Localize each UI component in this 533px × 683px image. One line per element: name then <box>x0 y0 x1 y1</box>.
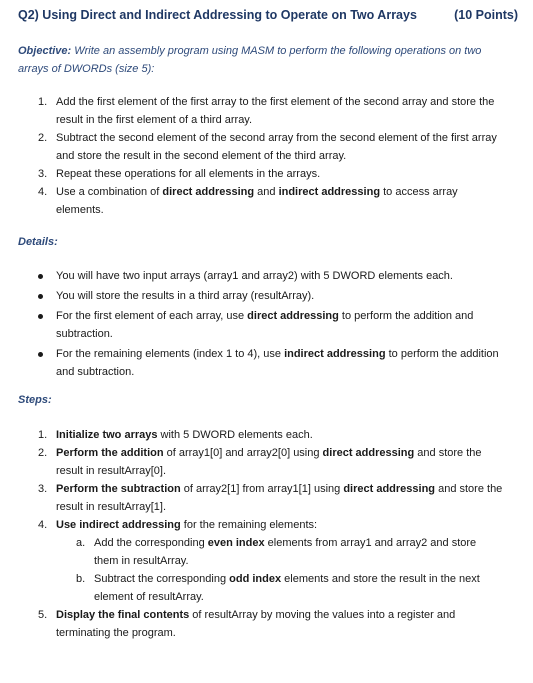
question-title: Q2) Using Direct and Indirect Addressing to Operate on Two Arrays <box>18 8 417 22</box>
list-number: 1. <box>38 96 48 108</box>
bullet-icon <box>38 274 43 279</box>
sub-list-letter: b. <box>76 573 86 585</box>
bold-text: direct addressing <box>322 447 415 459</box>
text-run: with 5 DWORD elements each. <box>157 429 313 441</box>
text-run: to perform the addition and subtraction. <box>56 310 474 340</box>
detail-item-text <box>56 290 314 302</box>
task-item <box>38 183 503 219</box>
text-run: Use a combination of <box>56 186 163 198</box>
list-item-text <box>56 168 320 180</box>
list-number: 3. <box>38 483 48 495</box>
bold-text: indirect addressing <box>284 348 386 360</box>
text-run: of array2[1] from array1[1] using <box>180 483 344 495</box>
detail-item <box>38 287 503 305</box>
list-number: 4. <box>38 519 48 531</box>
text-run: elements and store the result in the next element of resultArray. <box>94 573 480 603</box>
bold-text: even index <box>207 537 265 549</box>
detail-item-text <box>56 310 473 340</box>
text-run: for the remaining elements: <box>180 519 318 531</box>
step-item <box>38 444 503 480</box>
text-run: of array1[0] and array2[0] using <box>163 447 323 459</box>
sub-list-item <box>76 534 503 570</box>
bold-text: direct addressing <box>247 310 339 322</box>
detail-item <box>38 267 503 285</box>
step-item <box>38 516 503 606</box>
detail-item <box>38 345 503 381</box>
list-item-text <box>56 186 458 216</box>
bold-text: Perform the subtraction <box>56 483 181 495</box>
text-run: You will have two input arrays (array1 and array2) with 5 DWORD elements each. <box>56 270 453 282</box>
text-run: You will store the results in a third array (resultArray). <box>56 290 315 302</box>
objective-paragraph <box>18 42 503 78</box>
text-run: and store the result in resultArray[0]. <box>56 447 482 477</box>
list-number: 2. <box>38 447 48 459</box>
list-item-text <box>56 483 502 513</box>
step-item <box>38 426 503 444</box>
list-number: 4. <box>38 186 48 198</box>
text-run: For the remaining elements (index 1 to 4), use <box>56 348 285 360</box>
task-list <box>38 93 503 219</box>
text-run: to perform the addition and subtraction. <box>56 348 499 378</box>
objective-text: Write an assembly program using MASM to perform the following operations on two arrays of DWORDs (size 5): <box>18 45 482 75</box>
list-item-text <box>56 96 494 126</box>
text-run: Repeat these operations for all elements in the arrays. <box>56 168 321 180</box>
bold-text: direct addressing <box>343 483 436 495</box>
bullet-icon <box>38 352 43 357</box>
step-item <box>38 606 503 642</box>
text-run: Add the first element of the first array to the first element of the second array and store the result in the first element of a third array. <box>56 96 495 126</box>
steps-list <box>38 426 503 642</box>
text-run: elements from array1 and array2 and store them in resultArray. <box>94 537 477 567</box>
task-item <box>38 93 503 129</box>
objective-label: Objective: <box>18 45 72 57</box>
list-item-text <box>56 519 317 531</box>
list-number: 1. <box>38 429 48 441</box>
sub-list-letter: a. <box>76 537 86 549</box>
text-run: Add the corresponding <box>94 537 208 549</box>
bold-text: direct addressing <box>162 186 255 198</box>
bold-text: odd index <box>229 573 282 585</box>
text-run: and <box>254 186 279 198</box>
bold-text: Perform the addition <box>56 447 164 459</box>
list-number: 2. <box>38 132 48 144</box>
bold-text: indirect addressing <box>278 186 381 198</box>
question-heading <box>18 6 518 24</box>
list-item-text <box>56 429 313 441</box>
task-item <box>38 165 503 183</box>
list-item-text <box>56 609 455 639</box>
bold-text: Use indirect addressing <box>56 519 181 531</box>
text-run: of resultArray by moving the values into a register and terminating the program. <box>56 609 456 639</box>
sub-list-item-text <box>94 537 476 567</box>
text-run: Subtract the second element of the second array from the second element of the first array and store the result in the second element of the third array. <box>56 132 497 162</box>
text-run: to access array elements. <box>56 186 458 216</box>
steps-label: Steps: <box>18 394 52 406</box>
bullet-icon <box>38 314 43 319</box>
question-points: (10 Points) <box>454 8 518 22</box>
list-item-text <box>56 447 482 477</box>
text-run: Subtract the corresponding <box>94 573 230 585</box>
details-list <box>38 267 503 383</box>
task-item <box>38 129 503 165</box>
details-label: Details: <box>18 236 58 248</box>
list-item-text <box>56 132 497 162</box>
detail-item <box>38 307 503 343</box>
bold-text: Display the final contents <box>56 609 190 621</box>
sub-list-item-text <box>94 573 480 603</box>
list-number: 5. <box>38 609 48 621</box>
detail-item-text <box>56 270 453 282</box>
detail-item-text <box>56 348 499 378</box>
text-run: and store the result in resultArray[1]. <box>56 483 503 513</box>
bullet-icon <box>38 294 43 299</box>
step-item <box>38 480 503 516</box>
bold-text: Initialize two arrays <box>56 429 158 441</box>
text-run: For the first element of each array, use <box>56 310 248 322</box>
list-number: 3. <box>38 168 48 180</box>
sub-list-item <box>76 570 503 606</box>
